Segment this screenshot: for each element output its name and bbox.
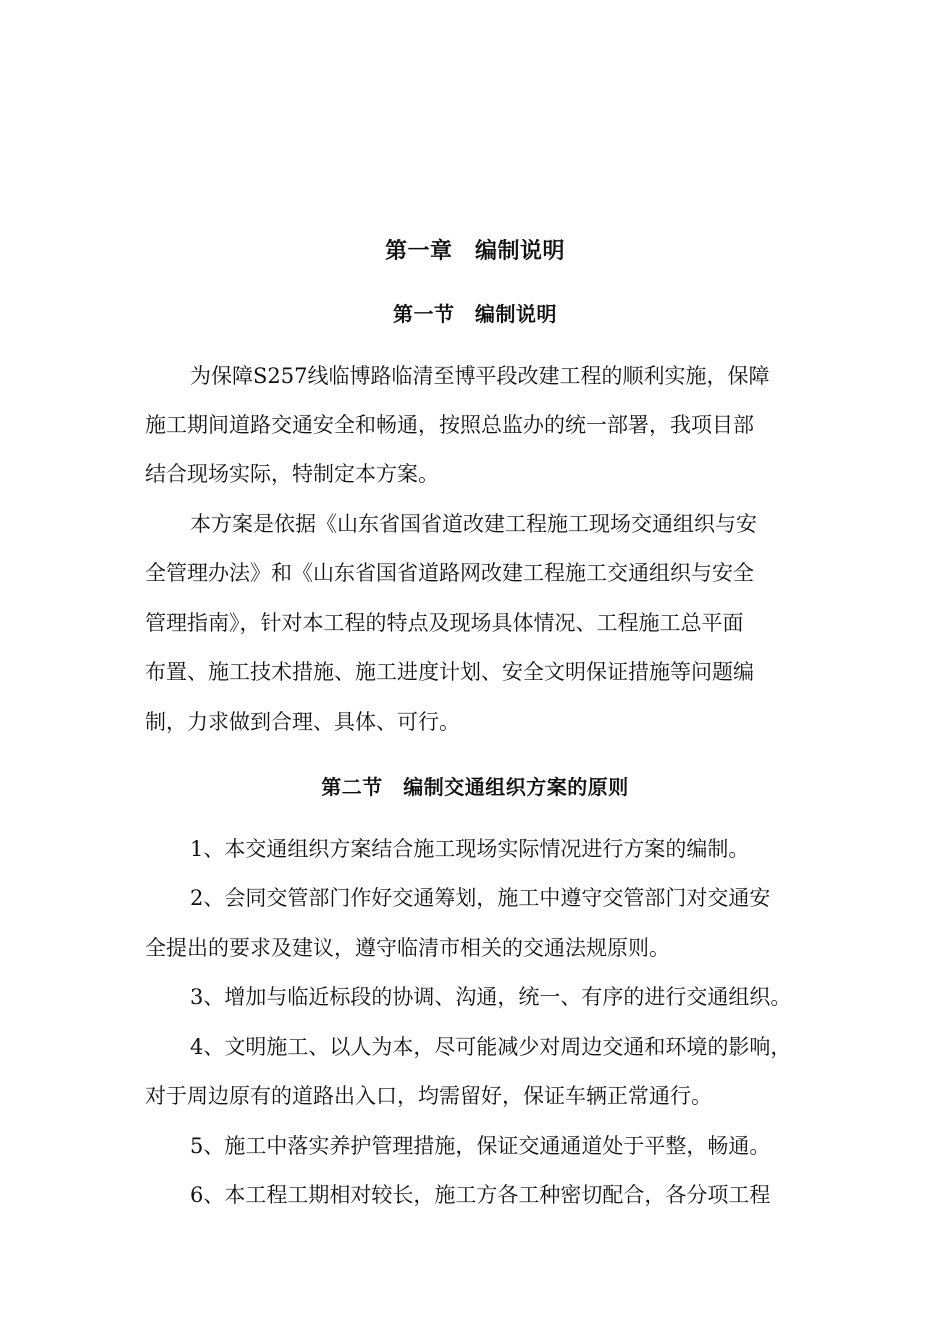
principle-item: 5、施工中落实养护管理措施，保证交通通道处于平整，畅通。 — [190, 1134, 771, 1158]
paragraph-line: 制，力求做到合理、具体、可行。 — [145, 710, 460, 734]
principle-item: 4、文明施工、以人为本，尽可能减少对周边交通和环境的影响， — [190, 1035, 792, 1059]
principle-item: 6、本工程工期相对较长，施工方各工种密切配合，各分项工程 — [190, 1183, 771, 1207]
chapter-title: 第一章 编制说明 — [384, 239, 565, 264]
paragraph-line: 施工期间道路交通安全和畅通，按照总监办的统一部署，我项目部 — [145, 413, 754, 437]
section-title-2: 第二节 编制交通组织方案的原则 — [321, 775, 629, 799]
section-title-1: 第一节 编制说明 — [393, 302, 557, 326]
paragraph-line: 布置、施工技术措施、施工进度计划、安全文明保证措施等问题编 — [145, 660, 754, 684]
principle-item: 1、本交通组织方案结合施工现场实际情况进行方案的编制。 — [190, 837, 750, 861]
principle-item-continued: 对于周边原有的道路出入口，均需留好，保证车辆正常通行。 — [145, 1084, 712, 1108]
principle-item: 2、会同交管部门作好交通筹划，施工中遵守交管部门对交通安 — [190, 886, 771, 910]
paragraph-line: 管理指南》，针对本工程的特点及现场具体情况、工程施工总平面 — [145, 611, 744, 635]
principle-item: 3、增加与临近标段的协调、沟通，统一、有序的进行交通组织。 — [190, 985, 792, 1009]
principle-item-continued: 全提出的要求及建议，遵守临清市相关的交通法规原则。 — [145, 936, 670, 960]
paragraph-line: 全管理办法》和《山东省国省道路网改建工程施工交通组织与安全 — [145, 561, 754, 585]
paragraph-line: 本方案是依据《山东省国省道改建工程施工现场交通组织与安 — [190, 512, 757, 536]
paragraph-line: 结合现场实际，特制定本方案。 — [145, 462, 439, 486]
paragraph-line: 为保障S257线临博路临清至博平段改建工程的顺利实施，保障 — [190, 364, 770, 388]
